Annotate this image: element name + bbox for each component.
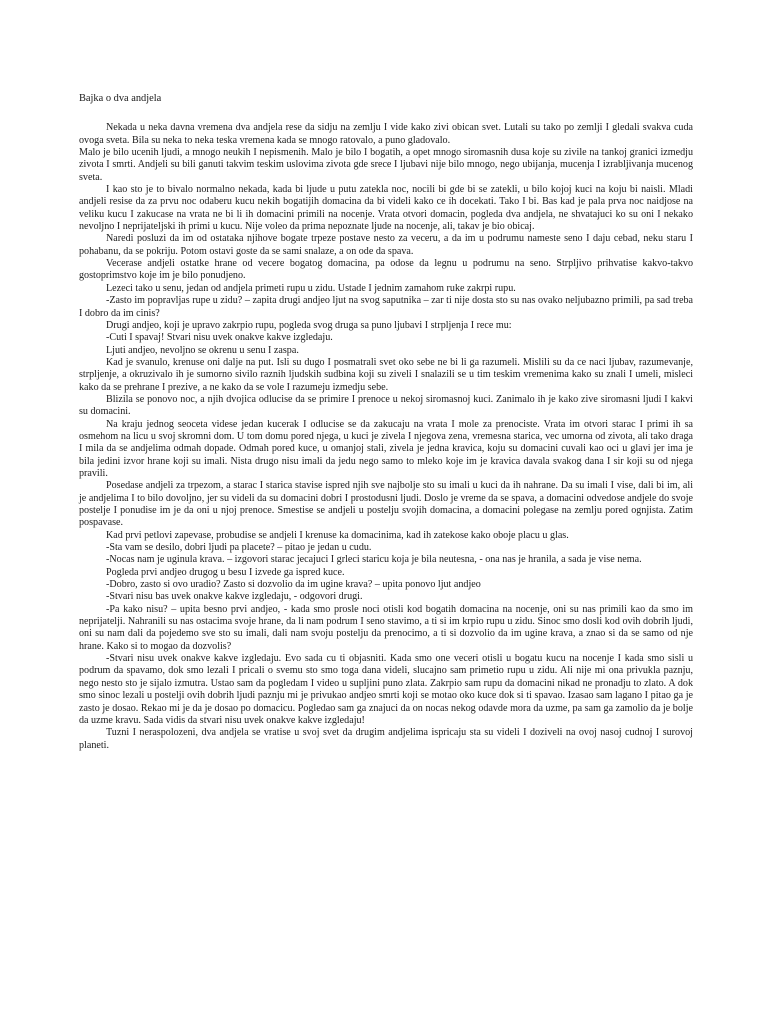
document-body [79,122,693,752]
paragraph: Malo je bilo ucenih ljudi, a mnogo neukih I nepismenih. Malo je bilo I bogatih, a opet mnogo siromasnih dusa koje su zivile na tankoj granici izmedju zivota I smrti. Andjeli su bili ganuti takvim teskim uslovima zivota gde srece I ljubavi nije bilo mnogo, nego ubijanja, mucenja I izrabljivanja mucenog sveta. [79,147,693,183]
paragraph: Nekada u neka davna vremena dva andjela rese da sidju na zemlju I vide kako zivi obican svet. Lutali su tako po zemlji I gledali svakva cuda ovoga sveta. Bila su neka to neka teska vremena kada se mnogo ratovalo, a puno gladovalo. [79,122,693,146]
document-title: Bajka o dva andjela [79,93,162,104]
paragraph: -Sta vam se desilo, dobri ljudi pa placete? – pitao je jedan u cudu. [106,542,372,554]
paragraph: -Cuti I spavaj! Stvari nisu uvek onakve kakve izgledaju. [106,332,333,344]
paragraph: -Zasto im popravljas rupe u zidu? – zapita drugi andjeo ljut na svog saputnika – zar ti nije dosta sto su nas ovako neljubazno primili, pa sad treba I dobro da im cinis? [79,295,693,319]
paragraph: Naredi posluzi da im od ostataka njihove bogate trpeze postave nesto za veceru, a da im u podrumu nameste seno I daju cebad, neku staru I pohabanu, da se pokriju. Potom ostavi goste da se sami snalaze, a on ode da spava. [79,233,693,257]
paragraph: Kad je svanulo, krenuse oni dalje na put. Isli su dugo I posmatrali svet oko sebe ne bi li ga razumeli. Mislili su da ce naci ljubav, razumevanje, strpljenje, a okruzivalo ih je sumorno sivilo raznih ljudskih sudbina koji su ziveli I snalazili se u tim teskim vremenima kako su znali I umeli, misleci kako da se prehrane I prezive, a ne kako da se vole I razumeju izmedju sebe. [79,356,693,393]
paragraph: -Pa kako nisu? – upita besno prvi andjeo, - kada smo prosle noci otisli kod bogatih domacina na nocenje, oni su nas primili kao da smo im neprijatelji. Nahranili su nas ostacima svoje hrane, da li nam podrum I seno stavimo, a ti si im krpio rupu u zidu. Sinoc smo dosli kod ovih dobrih ljudi, oni su nam dali da pojedemo sve sto su imali, dali nam svoju postelju da prenocimo, a ti si dozvolio da im ugine krava, a znao si da se samo od nje hrane. Kako si to mogao da dozvolis? [79,603,693,652]
paragraph: Tuzni I neraspolozeni, dva andjela se vratise u svoj svet da drugim andjelima ispricaju sta su videli I doziveli na ovoj nasoj cudnoj I surovoj planeti. [79,727,693,751]
paragraph: I kao sto je to bivalo normalno nekada, kada bi ljude u putu zatekla noc, nocili bi gde bi se zatekli, u bilo kojoj kuci na koju bi naisli. Mladi andjeli resise da za prvu noc odaberu kucu nekih bogatijih domacina da bi videli kako ce ih docekati. Tako I bi. Bas kad je pala prva noc naidjose na veliku kucu I zakucase na vrata ne bi li ih domacini primili na nocenje. Vrata otvori domacin, pogleda dva andjela, ne shvatajuci ko su oni I nekako nevoljno I neprijateljski ih primi u kucu. Nije voleo da prima nepoznate ljude na nocenje, ali, takav je bio obicaj. [79,184,693,233]
paragraph: Ljuti andjeo, nevoljno se okrenu u senu I zaspa. [106,344,299,356]
paragraph: Pogleda prvi andjeo drugog u besu I izvede ga ispred kuce. [106,566,345,578]
paragraph: Blizila se ponovo noc, a njih dvojica odlucise da se primire I prenoce u nekoj siromasnoj kuci. Zanimalo ih je kako zive siromasni ljudi I kakvi su domacini. [79,393,693,418]
paragraph: Kad prvi petlovi zapevase, probudise se andjeli I krenuse ka domacinima, kad ih zatekose kako oboje placu u glas. [106,529,569,541]
paragraph: Lezeci tako u senu, jedan od andjela primeti rupu u zidu. Ustade I jednim zamahom ruke zakrpi rupu. [106,282,516,294]
document-page [79,93,693,752]
paragraph: -Stvari nisu bas uvek onakve kakve izgledaju, - odgovori drugi. [106,591,363,603]
paragraph: Na kraju jednog seoceta videse jedan kucerak I odlucise se da zakucaju na vrata I mole za prenociste. Vrata im otvori starac I primi ih sa osmehom na licu u svoj skromni dom. U tom domu pored njega, u kuci je zivela I njegova zena, vremesna starica, vec umorna od zivota, ali tako draga I mila da se andjelima odmah dopade. Odmah pored kuce, u omanjoj stali, zivela je jedna kravica, koju su domacini cuvali kao oci u glavi jer ima je bila jedini izvor hrane koji su imali. Nista drugo nisu imali da jedu nego samo to mleko koje im je kravica davala svakog dana I sir koji su od njega pravili. [79,418,693,479]
paragraph: -Nocas nam je uginula krava. – izgovori starac jecajuci I grleci staricu koja je bila neutesna, - ona nas je hranila, a sada je vise nema. [106,554,642,566]
paragraph: -Stvari nisu uvek onakve kakve izgledaju. Evo sada cu ti objasniti. Kada smo one veceri otisli u bogatu kucu na nocenje I kada smo sisli u podrum da spavamo, dok smo lezali I pricali o svemu sto smo toga dana videli, slucajno sam primetio rupu u zidu. Ali nije mi ona privukla paznju, nego nesto sto je sijalo izmutra. Ustao sam da pogledam I video u supljini puno zlata. Zakrpio sam rupu da domacini nikad ne pronadju to zlato. A dok smo sinoc lezali u postelji ovih dobrih ljudi paznju mi je privukao andjeo smrti koji se motao oko kuce dok si ti spavao. Izasao sam lagano I pitao ga je zasto je dosao. Rekao mi je da je dosao po domacicu. Pogledao sam ga znajuci da on nocas nekog odavde mora da uzme, pa sam ga zamolio da je bolje da uzme kravu. Sada vidis da stvari nisu uvek onakve kakve izgledaju! [79,653,693,726]
paragraph: Posedase andjeli za trpezom, a starac I starica stavise ispred njih sve najbolje sto su imali u kuci da ih nahrane. Da su imali I vise, dali bi im, ali je andjelima I to bilo dovoljno, jer su videli da su domacini dobri I prostodusni ljudi. Doslo je vreme da se spava, a domacini odvedose andjele do svoje postelje I ponudise im je da oni u njoj prenoce. Smestise se andjeli u postelju svojih domacina, a domacini polegase na zemlju pored ognjista. Zatim pospavase. [79,480,693,529]
paragraph: -Dobro, zasto si ovo uradio? Zasto si dozvolio da im ugine krava? – upita ponovo ljut andjeo [106,579,481,591]
paragraph: Vecerase andjeli ostatke hrane od vecere bogatog domacina, pa odose da legnu u podrumu na seno. Strpljivo prihvatise kakvo-takvo gostoprimstvo koje im je bilo ponudjeno. [79,258,693,282]
paragraph: Drugi andjeo, koji je upravo zakrpio rupu, pogleda svog druga sa puno ljubavi I strpljenja I rece mu: [106,319,512,331]
